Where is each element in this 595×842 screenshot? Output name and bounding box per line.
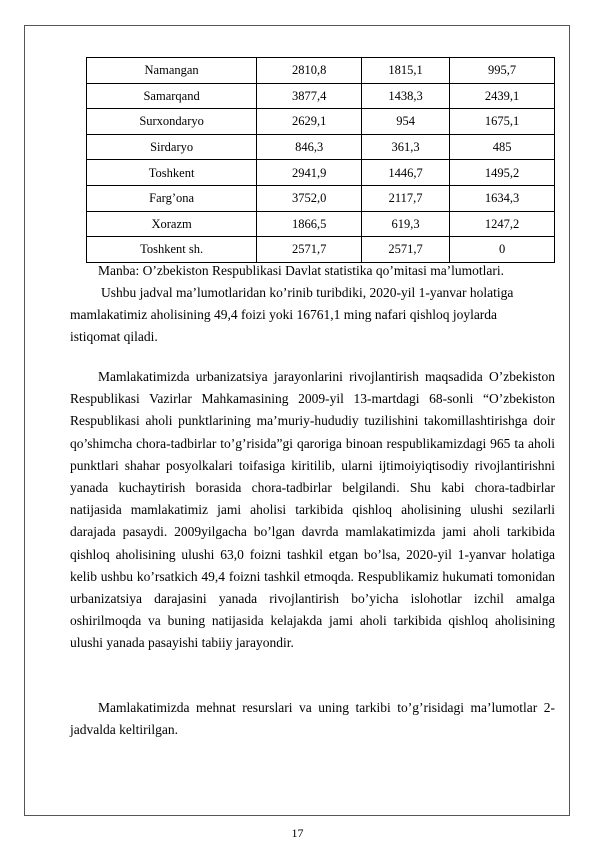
table-source-line: Manba: O’zbekiston Respublikasi Davlat statistika qo’mitasi ma’lumotlari. xyxy=(98,263,505,278)
table-cell: 1446,7 xyxy=(362,160,450,186)
table-cell: 2571,7 xyxy=(257,237,362,263)
table-cell: 1815,1 xyxy=(362,58,450,84)
table-cell: 954 xyxy=(362,109,450,135)
data-table xyxy=(86,57,555,263)
body-paragraph: Mamlakatimizda urbanizatsiya jarayonlarini rivojlantirish maqsadida O’zbekiston Respublikasi Vazirlar Mahkamasining 2009-yil 13-martdagi 68-sonli “O’zbekiston Respublikasi aholi punktlarining ma’muriy-hududiy tuzilishini takomillashtirishga doir qo’shimcha chora-tadbirlar to’g’risida”gi qaroriga binoan respublikamizdagi 965 ta aholi punktlari shahar posyolkalari toifasiga kiritilib, ularni ijtimoiyiqtisodiy rivojlantirishni yanada kuchaytirish borasida chora-tadbirlar belgilandi. Shu kabi chora-tadbirlar natijasida mamlakatimiz jami aholisi tarkibida qishloq aholisining ulushi sezilarli darajada pasaydi. 2009yilgacha bo’lgan davrda mamlakatimizda jami aholi tarkibida qishloq aholisining ulushi 63,0 foizni tashkil etgan bo’lsa, 2020-yil 1-yanvar holatiga kelib ushbu ko’rsatkich 49,4 foizni tashkil etmoqda. Respublikamiz hukumati tomonidan urbanizatsiya darajasini yanada rivojlantirish bo’yicha islohotlar izchil amalga oshirilmoqda va buning natijasida kelajakda jami aholi tarkibida qishloq aholisining ulushi yanada pasayishi tabiiy jarayondir. xyxy=(70,369,555,651)
table-cell-region: Farg’ona xyxy=(87,185,257,211)
table-row xyxy=(87,211,555,237)
note-line: Ushbu jadval ma’lumotlaridan ko’rinib turibdiki, 2020-yil 1-yanvar holatiga xyxy=(101,285,514,300)
body-paragraph: Mamlakatimizda mehnat resurslari va uning tarkibi to’g’risidagi ma’lumotlar 2-jadvalda keltirilgan. xyxy=(70,700,555,738)
table-cell: 2810,8 xyxy=(257,58,362,84)
table-cell: 2629,1 xyxy=(257,109,362,135)
table-cell: 1634,3 xyxy=(450,185,555,211)
table-cell-region: Surxondaryo xyxy=(87,109,257,135)
table-row xyxy=(87,109,555,135)
table-cell: 846,3 xyxy=(257,134,362,160)
table-cell: 361,3 xyxy=(362,134,450,160)
table-cell: 0 xyxy=(450,237,555,263)
table-cell: 1866,5 xyxy=(257,211,362,237)
table-row xyxy=(87,58,555,84)
table-cell: 485 xyxy=(450,134,555,160)
table-cell-region: Toshkent xyxy=(87,160,257,186)
page-number: 17 xyxy=(291,826,304,840)
table-cell: 1438,3 xyxy=(362,83,450,109)
table-row xyxy=(87,83,555,109)
table-cell: 1495,2 xyxy=(450,160,555,186)
table-row xyxy=(87,237,555,263)
table-cell: 2941,9 xyxy=(257,160,362,186)
table-row xyxy=(87,134,555,160)
table-cell: 3752,0 xyxy=(257,185,362,211)
table-cell-region: Xorazm xyxy=(87,211,257,237)
table-cell: 1247,2 xyxy=(450,211,555,237)
table-cell-region: Sirdaryo xyxy=(87,134,257,160)
table-cell: 1675,1 xyxy=(450,109,555,135)
table-cell: 995,7 xyxy=(450,58,555,84)
table-cell: 2439,1 xyxy=(450,83,555,109)
table-row xyxy=(87,160,555,186)
table-cell-region: Toshkent sh. xyxy=(87,237,257,263)
note-line: mamlakatimiz aholisining 49,4 foizi yoki 16761,1 ming nafari qishloq joylarda xyxy=(70,307,498,323)
table-row xyxy=(87,185,555,211)
table-cell: 619,3 xyxy=(362,211,450,237)
table-cell: 2117,7 xyxy=(362,185,450,211)
table-cell: 2571,7 xyxy=(362,237,450,263)
table-cell: 3877,4 xyxy=(257,83,362,109)
table-cell-region: Namangan xyxy=(87,58,257,84)
table-note xyxy=(70,282,555,349)
note-line: istiqomat qiladi. xyxy=(70,329,158,345)
table-cell-region: Samarqand xyxy=(87,83,257,109)
